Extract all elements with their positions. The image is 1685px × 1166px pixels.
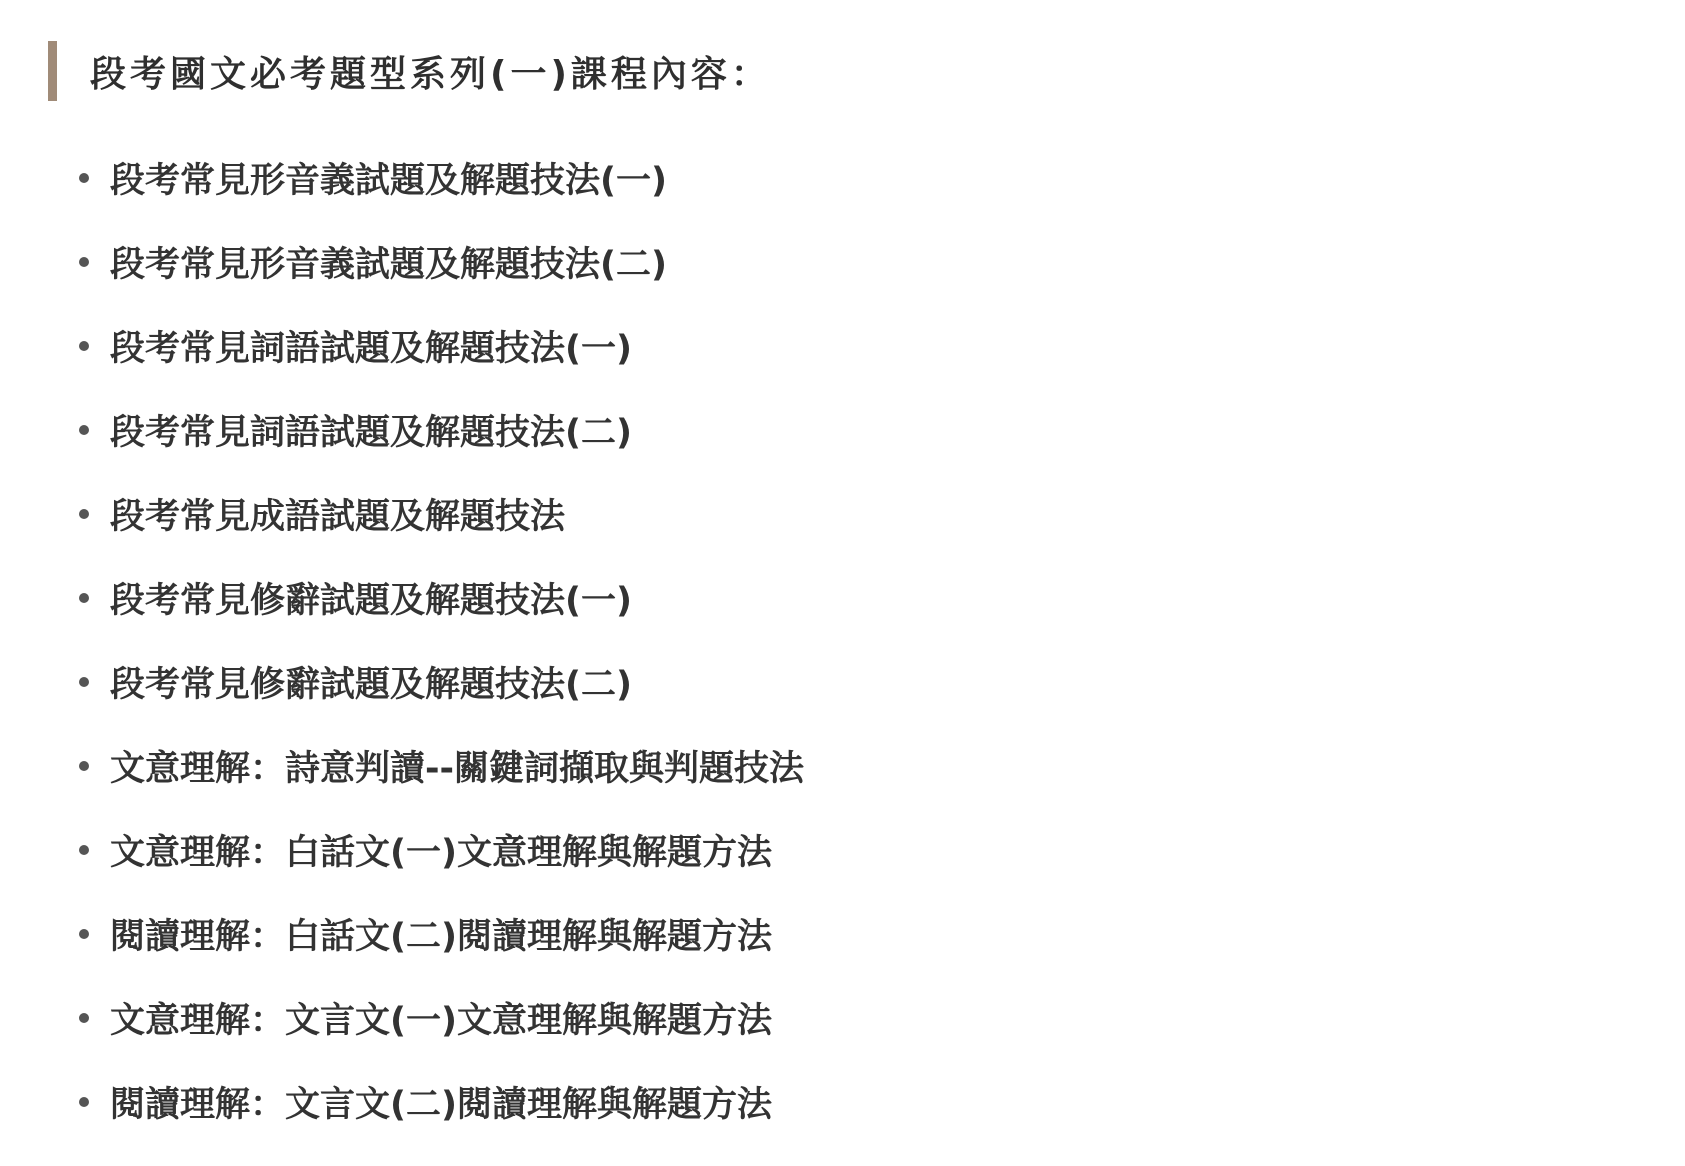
- heading-title: 段考國文必考題型系列(一)課程內容：: [90, 53, 771, 95]
- bullet-icon: [79, 425, 89, 435]
- course-item-label: 閱讀理解：文言文(二)閱讀理解與解題方法: [110, 1085, 772, 1125]
- course-item-label: 段考常見詞語試題及解題技法(一): [110, 329, 632, 369]
- course-item-label: 段考常見修辭試題及解題技法(二): [110, 665, 632, 705]
- bullet-icon: [79, 257, 89, 267]
- course-item-label: 段考常見成語試題及解題技法: [110, 497, 566, 537]
- bullet-icon: [79, 929, 89, 939]
- bullet-icon: [79, 677, 89, 687]
- bullet-icon: [79, 509, 89, 519]
- bullet-icon: [79, 593, 89, 603]
- bullet-icon: [79, 1097, 89, 1107]
- bullet-icon: [79, 761, 89, 771]
- course-item-label: 段考常見形音義試題及解題技法(一): [110, 161, 667, 201]
- course-item-label: 段考常見修辭試題及解題技法(一): [110, 581, 632, 621]
- bullet-icon: [79, 173, 89, 183]
- bullet-icon: [79, 341, 89, 351]
- course-item-label: 文意理解：詩意判讀--關鍵詞擷取與判題技法: [110, 749, 805, 789]
- bullet-icon: [79, 845, 89, 855]
- course-item-label: 文意理解：白話文(一)文意理解與解題方法: [110, 833, 772, 873]
- course-item-label: 閱讀理解：白話文(二)閱讀理解與解題方法: [110, 917, 772, 957]
- bullet-icon: [79, 1013, 89, 1023]
- heading-accent-bar: [48, 41, 57, 101]
- section-heading: [48, 41, 771, 101]
- course-item-label: 文意理解：文言文(一)文意理解與解題方法: [110, 1001, 772, 1041]
- course-item-label: 段考常見形音義試題及解題技法(二): [110, 245, 667, 285]
- course-item-label: 段考常見詞語試題及解題技法(二): [110, 413, 632, 453]
